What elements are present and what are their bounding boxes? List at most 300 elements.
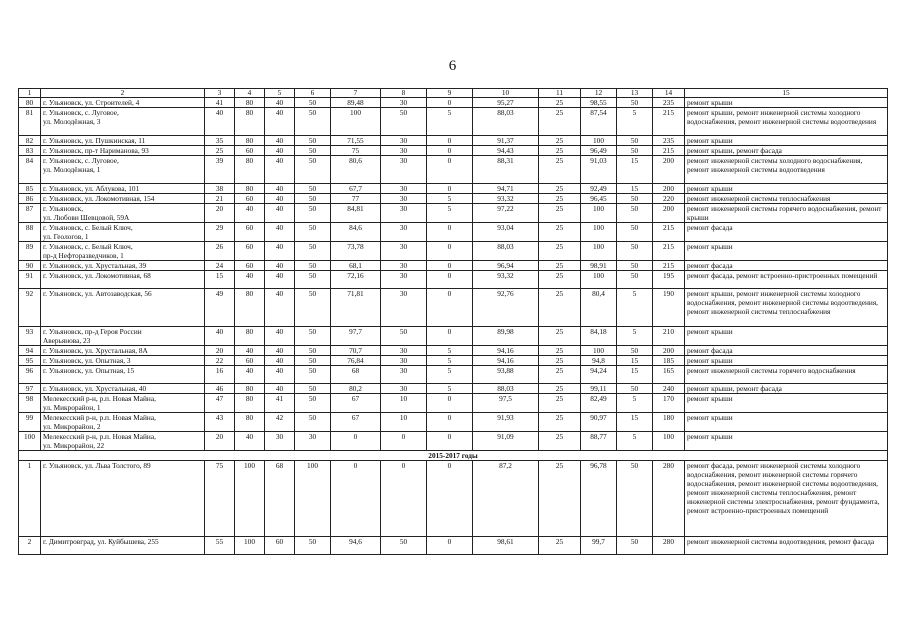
cell-col-3: 22 xyxy=(205,356,235,366)
cell-col-6: 50 xyxy=(295,98,331,108)
cell-col-11: 25 xyxy=(539,432,581,451)
cell-col-4: 80 xyxy=(235,98,265,108)
column-header: 4 xyxy=(235,89,265,98)
cell-col-5: 40 xyxy=(265,346,295,356)
cell-repair-works: ремонт крыши xyxy=(685,413,888,432)
cell-col-3: 46 xyxy=(205,384,235,394)
cell-col-9: 0 xyxy=(427,261,473,271)
cell-col-6: 50 xyxy=(295,271,331,289)
cell-total-score: 215 xyxy=(653,223,685,242)
cell-address: г. Димитровград, ул. Куйбышева, 255 xyxy=(41,537,205,555)
cell-col-12: 98,91 xyxy=(581,261,617,271)
cell-total-score: 280 xyxy=(653,461,685,537)
cell-col-12: 100 xyxy=(581,242,617,261)
cell-col-12: 100 xyxy=(581,223,617,242)
cell-col-7: 68 xyxy=(331,366,381,384)
cell-address: г. Ульяновск, ул. Хрустальная, 40 xyxy=(41,384,205,394)
cell-col-13: 50 xyxy=(617,242,653,261)
cell-col-3: 20 xyxy=(205,346,235,356)
cell-col-7: 80,6 xyxy=(331,156,381,184)
cell-col-12: 84,18 xyxy=(581,327,617,346)
cell-col-6: 50 xyxy=(295,537,331,555)
cell-col-11: 25 xyxy=(539,204,581,223)
cell-col-9: 0 xyxy=(427,98,473,108)
cell-col-6: 50 xyxy=(295,194,331,204)
cell-col-10: 88,03 xyxy=(473,108,539,136)
cell-col-10: 97,22 xyxy=(473,204,539,223)
cell-row-number: 82 xyxy=(19,136,41,146)
cell-col-8: 30 xyxy=(381,384,427,394)
cell-col-11: 25 xyxy=(539,194,581,204)
cell-col-11: 25 xyxy=(539,413,581,432)
cell-col-5: 40 xyxy=(265,156,295,184)
cell-col-5: 40 xyxy=(265,223,295,242)
cell-col-4: 80 xyxy=(235,156,265,184)
cell-col-3: 55 xyxy=(205,537,235,555)
cell-col-8: 30 xyxy=(381,242,427,261)
cell-address: г. Ульяновск, с. Белый Ключ, ул. Геологов, 1 xyxy=(41,223,205,242)
cell-repair-works: ремонт инженерной системы горячего водоснабжения xyxy=(685,366,888,384)
column-header: 7 xyxy=(331,89,381,98)
cell-col-4: 60 xyxy=(235,242,265,261)
cell-col-11: 25 xyxy=(539,98,581,108)
cell-col-12: 88,77 xyxy=(581,432,617,451)
cell-col-11: 25 xyxy=(539,223,581,242)
table-row xyxy=(19,184,888,194)
cell-col-5: 41 xyxy=(265,394,295,413)
cell-col-12: 87,54 xyxy=(581,108,617,136)
cell-col-4: 80 xyxy=(235,413,265,432)
cell-col-10: 89,98 xyxy=(473,327,539,346)
cell-col-6: 50 xyxy=(295,356,331,366)
cell-col-8: 30 xyxy=(381,184,427,194)
cell-repair-works: ремонт фасада, ремонт встроенно-пристроенных помещений xyxy=(685,271,888,289)
cell-col-11: 25 xyxy=(539,261,581,271)
column-header: 13 xyxy=(617,89,653,98)
cell-col-7: 73,78 xyxy=(331,242,381,261)
cell-col-4: 60 xyxy=(235,146,265,156)
cell-col-4: 60 xyxy=(235,194,265,204)
cell-col-10: 91,93 xyxy=(473,413,539,432)
cell-repair-works: ремонт крыши xyxy=(685,432,888,451)
table-row xyxy=(19,366,888,384)
cell-col-12: 100 xyxy=(581,271,617,289)
cell-total-score: 235 xyxy=(653,136,685,146)
table-row xyxy=(19,327,888,346)
table-header-row xyxy=(19,89,888,98)
cell-col-6: 50 xyxy=(295,394,331,413)
cell-col-10: 94,16 xyxy=(473,356,539,366)
cell-total-score: 200 xyxy=(653,204,685,223)
cell-col-11: 25 xyxy=(539,146,581,156)
cell-col-3: 47 xyxy=(205,394,235,413)
cell-address: г. Ульяновск, пр-т Нариманова, 93 xyxy=(41,146,205,156)
cell-col-12: 99,11 xyxy=(581,384,617,394)
cell-total-score: 240 xyxy=(653,384,685,394)
cell-col-10: 96,94 xyxy=(473,261,539,271)
cell-col-3: 20 xyxy=(205,432,235,451)
column-header: 3 xyxy=(205,89,235,98)
cell-total-score: 215 xyxy=(653,146,685,156)
cell-col-7: 75 xyxy=(331,146,381,156)
cell-col-5: 40 xyxy=(265,384,295,394)
cell-col-3: 20 xyxy=(205,204,235,223)
cell-col-10: 91,37 xyxy=(473,136,539,146)
cell-col-6: 50 xyxy=(295,384,331,394)
cell-col-8: 10 xyxy=(381,394,427,413)
cell-col-8: 30 xyxy=(381,223,427,242)
cell-col-8: 0 xyxy=(381,432,427,451)
cell-col-3: 41 xyxy=(205,98,235,108)
cell-address: г. Ульяновск, ул. Локомотивная, 154 xyxy=(41,194,205,204)
cell-col-11: 25 xyxy=(539,327,581,346)
cell-col-5: 40 xyxy=(265,327,295,346)
cell-address: г. Ульяновск, ул. Хрустальная, 39 xyxy=(41,261,205,271)
cell-col-13: 50 xyxy=(617,204,653,223)
cell-repair-works: ремонт крыши xyxy=(685,356,888,366)
cell-total-score: 180 xyxy=(653,413,685,432)
table-row xyxy=(19,289,888,327)
cell-col-9: 5 xyxy=(427,194,473,204)
cell-row-number: 84 xyxy=(19,156,41,184)
cell-repair-works: ремонт инженерной системы теплоснабжения xyxy=(685,194,888,204)
cell-col-13: 50 xyxy=(617,461,653,537)
cell-col-10: 94,71 xyxy=(473,184,539,194)
cell-col-7: 84,6 xyxy=(331,223,381,242)
cell-col-6: 50 xyxy=(295,108,331,136)
table-row xyxy=(19,156,888,184)
column-header: 15 xyxy=(685,89,888,98)
cell-col-9: 0 xyxy=(427,156,473,184)
cell-col-9: 0 xyxy=(427,394,473,413)
cell-col-10: 88,03 xyxy=(473,242,539,261)
cell-repair-works: ремонт фасада xyxy=(685,223,888,242)
cell-total-score: 170 xyxy=(653,394,685,413)
cell-col-5: 40 xyxy=(265,136,295,146)
column-header: 2 xyxy=(41,89,205,98)
cell-col-7: 94,6 xyxy=(331,537,381,555)
cell-col-7: 0 xyxy=(331,432,381,451)
table-row xyxy=(19,537,888,555)
cell-col-4: 80 xyxy=(235,384,265,394)
table-row xyxy=(19,223,888,242)
cell-col-12: 100 xyxy=(581,136,617,146)
cell-col-13: 50 xyxy=(617,537,653,555)
cell-col-6: 50 xyxy=(295,289,331,327)
cell-col-8: 30 xyxy=(381,356,427,366)
cell-col-12: 94,8 xyxy=(581,356,617,366)
cell-col-4: 80 xyxy=(235,108,265,136)
cell-row-number: 81 xyxy=(19,108,41,136)
cell-col-5: 68 xyxy=(265,461,295,537)
cell-col-6: 100 xyxy=(295,461,331,537)
cell-col-6: 50 xyxy=(295,223,331,242)
cell-total-score: 235 xyxy=(653,98,685,108)
cell-col-5: 40 xyxy=(265,366,295,384)
cell-address: г. Ульяновск, ул. Любови Шевцовой, 59А xyxy=(41,204,205,223)
cell-total-score: 185 xyxy=(653,356,685,366)
cell-col-5: 40 xyxy=(265,146,295,156)
cell-col-3: 43 xyxy=(205,413,235,432)
cell-address: г. Ульяновск, ул. Хрустальная, 8А xyxy=(41,346,205,356)
cell-col-8: 10 xyxy=(381,413,427,432)
column-header: 8 xyxy=(381,89,427,98)
cell-col-9: 0 xyxy=(427,461,473,537)
cell-col-9: 0 xyxy=(427,184,473,194)
cell-row-number: 95 xyxy=(19,356,41,366)
table-row xyxy=(19,136,888,146)
column-header: 14 xyxy=(653,89,685,98)
cell-col-8: 30 xyxy=(381,136,427,146)
cell-col-13: 50 xyxy=(617,98,653,108)
cell-col-7: 68,1 xyxy=(331,261,381,271)
cell-col-4: 80 xyxy=(235,289,265,327)
cell-col-6: 30 xyxy=(295,432,331,451)
cell-col-5: 40 xyxy=(265,194,295,204)
cell-col-10: 87,2 xyxy=(473,461,539,537)
cell-col-9: 0 xyxy=(427,271,473,289)
cell-col-8: 30 xyxy=(381,98,427,108)
cell-col-8: 30 xyxy=(381,366,427,384)
section-row xyxy=(19,451,888,461)
cell-col-5: 40 xyxy=(265,289,295,327)
cell-repair-works: ремонт крыши xyxy=(685,136,888,146)
cell-col-12: 100 xyxy=(581,346,617,356)
column-header: 10 xyxy=(473,89,539,98)
cell-col-5: 60 xyxy=(265,537,295,555)
cell-col-7: 80,2 xyxy=(331,384,381,394)
cell-col-7: 100 xyxy=(331,108,381,136)
cell-row-number: 93 xyxy=(19,327,41,346)
cell-address: г. Ульяновск, ул. Опытная, 3 xyxy=(41,356,205,366)
cell-col-8: 30 xyxy=(381,194,427,204)
cell-col-6: 50 xyxy=(295,204,331,223)
cell-col-11: 25 xyxy=(539,394,581,413)
cell-col-3: 25 xyxy=(205,146,235,156)
cell-col-13: 15 xyxy=(617,356,653,366)
cell-col-7: 77 xyxy=(331,194,381,204)
table-row xyxy=(19,146,888,156)
cell-total-score: 200 xyxy=(653,184,685,194)
cell-col-12: 96,78 xyxy=(581,461,617,537)
table-row xyxy=(19,261,888,271)
cell-col-11: 25 xyxy=(539,346,581,356)
cell-col-9: 5 xyxy=(427,384,473,394)
column-header: 6 xyxy=(295,89,331,98)
cell-repair-works: ремонт крыши xyxy=(685,394,888,413)
cell-col-9: 0 xyxy=(427,537,473,555)
cell-col-13: 50 xyxy=(617,136,653,146)
cell-row-number: 88 xyxy=(19,223,41,242)
table-row xyxy=(19,98,888,108)
cell-col-8: 30 xyxy=(381,146,427,156)
cell-col-7: 72,16 xyxy=(331,271,381,289)
table-row xyxy=(19,204,888,223)
cell-col-6: 50 xyxy=(295,327,331,346)
cell-col-13: 50 xyxy=(617,261,653,271)
cell-col-13: 5 xyxy=(617,394,653,413)
cell-total-score: 215 xyxy=(653,261,685,271)
cell-col-3: 38 xyxy=(205,184,235,194)
cell-total-score: 210 xyxy=(653,327,685,346)
cell-col-3: 40 xyxy=(205,327,235,346)
cell-col-10: 93,04 xyxy=(473,223,539,242)
cell-col-10: 93,88 xyxy=(473,366,539,384)
cell-row-number: 85 xyxy=(19,184,41,194)
cell-col-7: 0 xyxy=(331,461,381,537)
cell-col-4: 40 xyxy=(235,271,265,289)
table-row xyxy=(19,384,888,394)
cell-col-10: 98,61 xyxy=(473,537,539,555)
cell-col-11: 25 xyxy=(539,156,581,184)
cell-address: г. Ульяновск, ул. Автозаводская, 56 xyxy=(41,289,205,327)
cell-row-number: 91 xyxy=(19,271,41,289)
cell-col-11: 25 xyxy=(539,271,581,289)
cell-col-3: 24 xyxy=(205,261,235,271)
cell-col-11: 25 xyxy=(539,242,581,261)
cell-col-12: 94,24 xyxy=(581,366,617,384)
cell-repair-works: ремонт фасада xyxy=(685,261,888,271)
cell-col-8: 30 xyxy=(381,204,427,223)
cell-col-8: 50 xyxy=(381,327,427,346)
cell-col-9: 0 xyxy=(427,136,473,146)
cell-col-13: 5 xyxy=(617,108,653,136)
cell-repair-works: ремонт инженерной системы горячего водоснабжения, ремонт крыши xyxy=(685,204,888,223)
cell-col-13: 50 xyxy=(617,384,653,394)
cell-col-13: 5 xyxy=(617,289,653,327)
cell-col-12: 91,03 xyxy=(581,156,617,184)
cell-col-11: 25 xyxy=(539,356,581,366)
cell-col-5: 40 xyxy=(265,98,295,108)
cell-col-10: 95,27 xyxy=(473,98,539,108)
cell-col-13: 15 xyxy=(617,413,653,432)
cell-address: Мелекесский р-н, р.п. Новая Майна, ул. Микрорайон, 1 xyxy=(41,394,205,413)
cell-address: Мелекесский р-н, р.п. Новая Майна, ул. Микрорайон, 2 xyxy=(41,413,205,432)
cell-col-9: 5 xyxy=(427,108,473,136)
cell-col-12: 96,49 xyxy=(581,146,617,156)
cell-repair-works: ремонт фасада, ремонт инженерной системы холодного водоснабжения, ремонт инженерной системы горячего водоснабжения, ремонт инженерной системы водоотведения, ремонт инженерной системы теплоснабжения, ремонт инженерной системы электроснабжения, ремонт фундамента, ремонт встроенно-пристроенных помещений xyxy=(685,461,888,537)
cell-col-3: 29 xyxy=(205,223,235,242)
table-row xyxy=(19,108,888,136)
cell-col-5: 42 xyxy=(265,413,295,432)
cell-col-10: 94,43 xyxy=(473,146,539,156)
cell-col-10: 92,76 xyxy=(473,289,539,327)
cell-col-5: 40 xyxy=(265,261,295,271)
cell-col-4: 60 xyxy=(235,356,265,366)
cell-row-number: 86 xyxy=(19,194,41,204)
cell-total-score: 200 xyxy=(653,346,685,356)
cell-repair-works: ремонт фасада xyxy=(685,346,888,356)
cell-total-score: 215 xyxy=(653,108,685,136)
cell-repair-works: ремонт крыши xyxy=(685,327,888,346)
cell-row-number: 87 xyxy=(19,204,41,223)
housing-repair-table xyxy=(18,88,888,555)
cell-col-10: 93,32 xyxy=(473,271,539,289)
cell-address: г. Ульяновск, с. Луговое, ул. Молодёжная, 3 xyxy=(41,108,205,136)
cell-col-7: 67 xyxy=(331,394,381,413)
cell-row-number: 1 xyxy=(19,461,41,537)
cell-row-number: 96 xyxy=(19,366,41,384)
section-title: 2015-2017 годы xyxy=(19,451,888,461)
table-row xyxy=(19,461,888,537)
cell-col-4: 80 xyxy=(235,184,265,194)
cell-col-6: 50 xyxy=(295,242,331,261)
cell-col-4: 40 xyxy=(235,366,265,384)
cell-total-score: 280 xyxy=(653,537,685,555)
cell-col-4: 60 xyxy=(235,223,265,242)
cell-col-9: 0 xyxy=(427,413,473,432)
column-header: 1 xyxy=(19,89,41,98)
cell-total-score: 195 xyxy=(653,271,685,289)
cell-row-number: 94 xyxy=(19,346,41,356)
cell-row-number: 97 xyxy=(19,384,41,394)
cell-address: г. Ульяновск, пр-д Героя России Аверьянова, 23 xyxy=(41,327,205,346)
cell-col-9: 5 xyxy=(427,346,473,356)
cell-col-7: 67 xyxy=(331,413,381,432)
table-row xyxy=(19,356,888,366)
cell-col-7: 70,7 xyxy=(331,346,381,356)
cell-col-5: 40 xyxy=(265,356,295,366)
cell-col-11: 25 xyxy=(539,184,581,194)
cell-col-10: 97,5 xyxy=(473,394,539,413)
table-row xyxy=(19,242,888,261)
cell-col-13: 15 xyxy=(617,184,653,194)
table-row xyxy=(19,346,888,356)
cell-col-3: 16 xyxy=(205,366,235,384)
cell-col-7: 71,55 xyxy=(331,136,381,146)
cell-col-8: 30 xyxy=(381,156,427,184)
cell-repair-works: ремонт инженерной системы водоотведения, ремонт фасада xyxy=(685,537,888,555)
cell-repair-works: ремонт крыши, ремонт инженерной системы холодного водоснабжения, ремонт инженерной системы водоотведения, ремонт инженерной системы теплоснабжения xyxy=(685,289,888,327)
cell-col-9: 5 xyxy=(427,366,473,384)
cell-col-9: 5 xyxy=(427,356,473,366)
cell-address: г. Ульяновск, ул. Опытная, 15 xyxy=(41,366,205,384)
cell-col-9: 0 xyxy=(427,432,473,451)
column-header: 9 xyxy=(427,89,473,98)
cell-col-6: 50 xyxy=(295,184,331,194)
cell-col-11: 25 xyxy=(539,108,581,136)
cell-col-13: 15 xyxy=(617,156,653,184)
cell-col-13: 15 xyxy=(617,366,653,384)
cell-col-3: 26 xyxy=(205,242,235,261)
column-header: 11 xyxy=(539,89,581,98)
cell-address: г. Ульяновск, ул. Пушкинская, 11 xyxy=(41,136,205,146)
cell-col-13: 50 xyxy=(617,271,653,289)
cell-repair-works: ремонт крыши xyxy=(685,242,888,261)
cell-row-number: 80 xyxy=(19,98,41,108)
column-header: 5 xyxy=(265,89,295,98)
cell-repair-works: ремонт крыши, ремонт фасада xyxy=(685,146,888,156)
cell-row-number: 89 xyxy=(19,242,41,261)
cell-col-3: 21 xyxy=(205,194,235,204)
cell-col-9: 0 xyxy=(427,242,473,261)
cell-col-8: 30 xyxy=(381,271,427,289)
cell-col-4: 40 xyxy=(235,432,265,451)
cell-col-13: 5 xyxy=(617,327,653,346)
cell-col-12: 92,49 xyxy=(581,184,617,194)
cell-col-12: 98,55 xyxy=(581,98,617,108)
cell-col-6: 50 xyxy=(295,413,331,432)
cell-total-score: 100 xyxy=(653,432,685,451)
table-row xyxy=(19,271,888,289)
cell-repair-works: ремонт крыши, ремонт фасада xyxy=(685,384,888,394)
cell-col-4: 100 xyxy=(235,537,265,555)
cell-col-4: 80 xyxy=(235,327,265,346)
cell-col-10: 94,16 xyxy=(473,346,539,356)
cell-address: г. Ульяновск, ул. Строителей, 4 xyxy=(41,98,205,108)
cell-col-8: 0 xyxy=(381,461,427,537)
cell-repair-works: ремонт крыши, ремонт инженерной системы холодного водоснабжения, ремонт инженерной системы водоотведения xyxy=(685,108,888,136)
